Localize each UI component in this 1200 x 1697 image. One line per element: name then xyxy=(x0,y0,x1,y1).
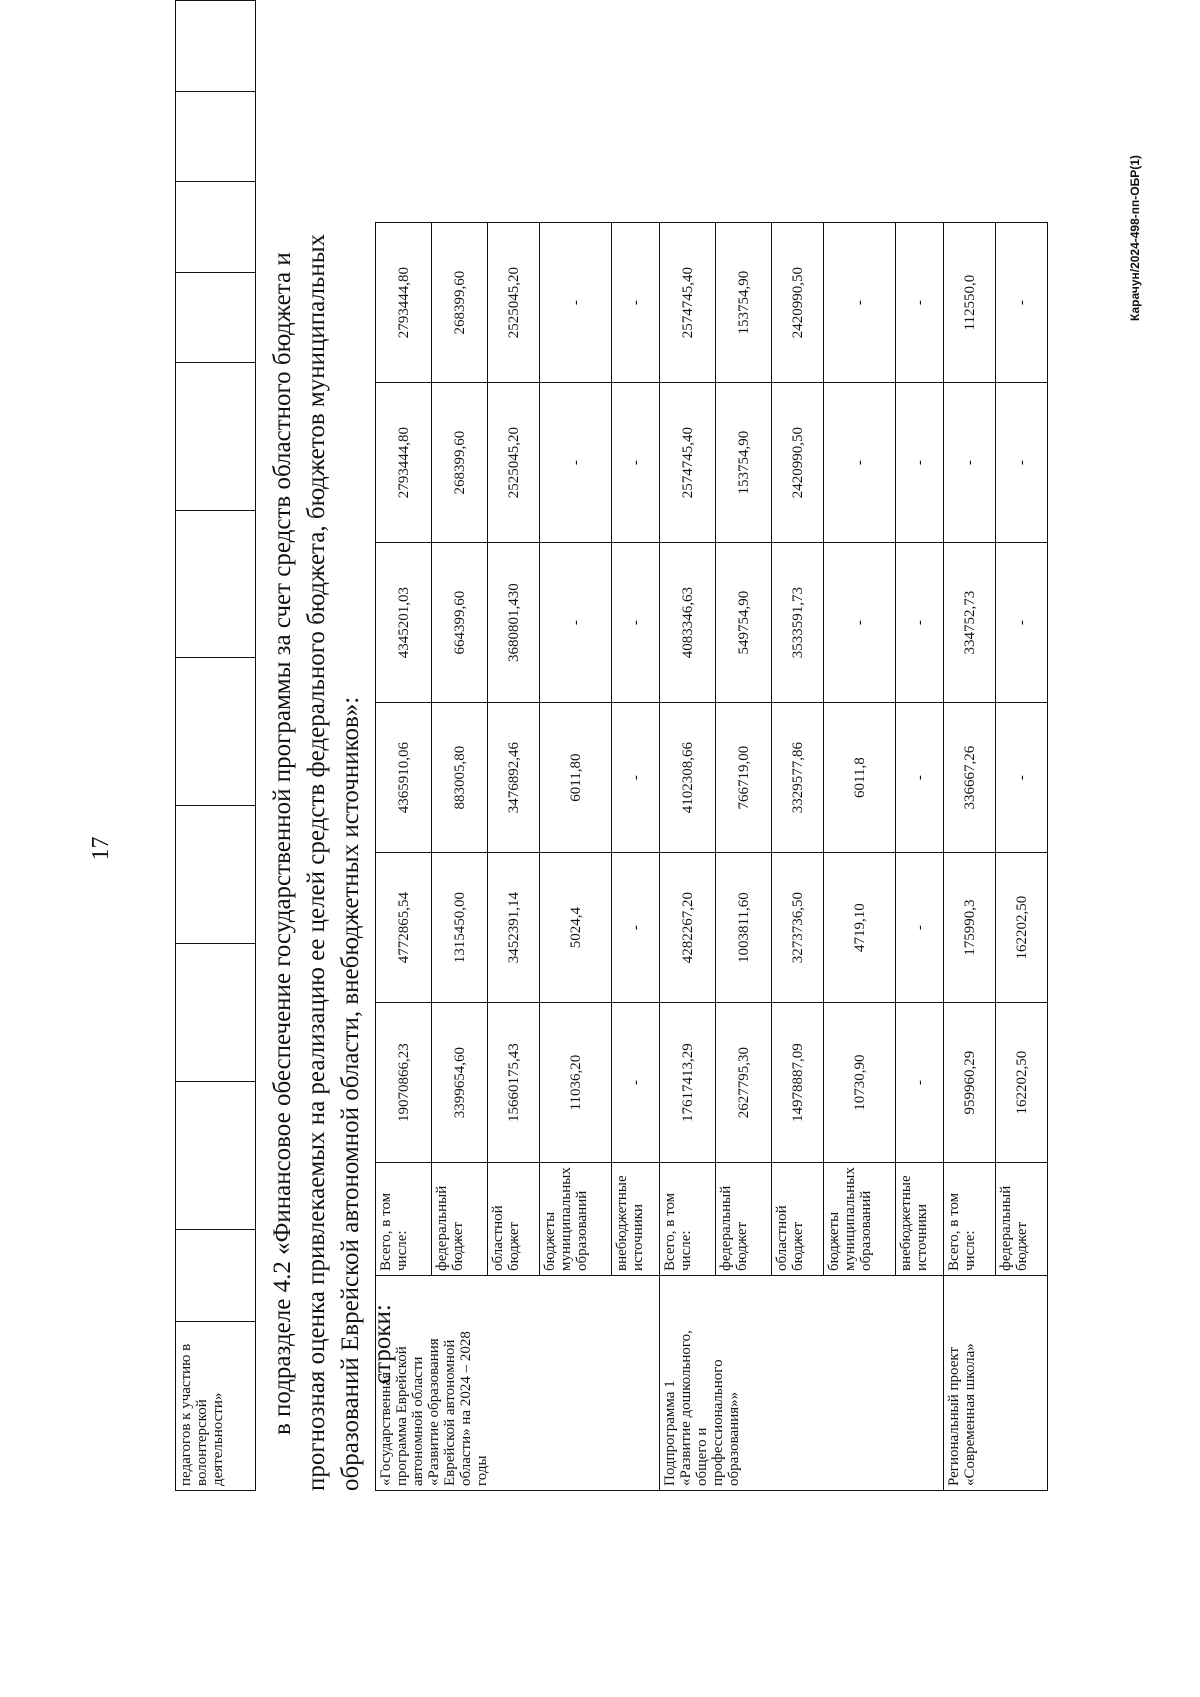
amount-cell: - xyxy=(896,543,944,703)
program-name-cell xyxy=(376,1276,660,1491)
empty-cell xyxy=(176,1,256,92)
funding-source-line: бюджет xyxy=(1014,1221,1030,1271)
funding-source-line: источники xyxy=(914,1203,930,1271)
funding-source-cell xyxy=(824,1163,896,1276)
top-table-fragment xyxy=(175,0,256,1491)
amount-cell: - xyxy=(824,543,896,703)
amount-cell: 766719,00 xyxy=(716,703,772,853)
amount-cell: - xyxy=(824,223,896,383)
amount-cell: 4772865,54 xyxy=(376,853,432,1003)
amount-cell: - xyxy=(612,223,660,383)
amount-cell: 175990,3 xyxy=(944,853,996,1003)
amount-cell: - xyxy=(996,703,1048,853)
amount-cell: 959960,29 xyxy=(944,1003,996,1163)
funding-source-line: бюджет xyxy=(734,1221,750,1271)
amount-cell: 4282267,20 xyxy=(660,853,716,1003)
funding-source-line: муниципальных xyxy=(558,1167,574,1271)
amount-cell: - xyxy=(612,543,660,703)
amount-cell: 2525045,20 xyxy=(488,223,540,383)
amount-cell: 19070866,23 xyxy=(376,1003,432,1163)
amount-cell: 3533591,73 xyxy=(772,543,824,703)
funding-source-line: федеральный xyxy=(434,1185,450,1271)
amount-cell: 336667,26 xyxy=(944,703,996,853)
funding-source-cell xyxy=(896,1163,944,1276)
amount-cell: 2793444,80 xyxy=(376,383,432,543)
amount-cell: 3680801,430 xyxy=(488,543,540,703)
table-row xyxy=(660,223,716,1491)
amount-cell: 2420990,50 xyxy=(772,383,824,543)
funding-source-line: бюджеты xyxy=(542,1211,558,1271)
amount-cell: 2420990,50 xyxy=(772,223,824,383)
funding-source-line: Всего, в том xyxy=(378,1192,394,1271)
program-name-line: «Государственная xyxy=(378,1371,394,1486)
amount-cell: 153754,90 xyxy=(716,223,772,383)
amount-cell: 15660175,43 xyxy=(488,1003,540,1163)
funding-source-cell xyxy=(996,1163,1048,1276)
top-row-line: деятельности» xyxy=(210,1392,226,1486)
amount-cell: - xyxy=(896,1003,944,1163)
funding-source-line: федеральный xyxy=(718,1185,734,1271)
document-code: Карачун/2024-498-пп-ОБР(1) xyxy=(1128,155,1142,321)
funding-source-cell xyxy=(772,1163,824,1276)
program-name-cell xyxy=(944,1276,1048,1491)
amount-cell: 2793444,80 xyxy=(376,223,432,383)
amount-cell: 3476892,46 xyxy=(488,703,540,853)
amount-cell: 17617413,29 xyxy=(660,1003,716,1163)
amount-cell: 162202,50 xyxy=(996,1003,1048,1163)
empty-cell xyxy=(176,1229,256,1321)
paragraph-line-2: прогнозная оценка привлекаемых на реализацию ее целей средств федерального бюджета, бюджетов муниципальных xyxy=(303,233,330,1491)
program-name-line: области» на 2024 – 2028 xyxy=(458,1331,474,1486)
program-name-line: образования»» xyxy=(726,1391,742,1486)
funding-source-line: Всего, в том xyxy=(662,1192,678,1271)
amount-cell: - xyxy=(612,383,660,543)
financing-table xyxy=(375,222,1048,1491)
amount-cell: 4102308,66 xyxy=(660,703,716,853)
empty-cell xyxy=(176,658,256,805)
funding-source-line: внебюджетные xyxy=(898,1175,914,1271)
amount-cell: 664399,60 xyxy=(432,543,488,703)
amount-cell: - xyxy=(540,383,612,543)
program-name-line: общего и xyxy=(694,1427,710,1486)
paragraph-line-1: в подразделе 4.2 «Финансовое обеспечение государственной программы за счет средств областного бюджета и xyxy=(269,252,296,1435)
amount-cell: 6011,80 xyxy=(540,703,612,853)
empty-cell xyxy=(176,272,256,363)
funding-source-cell xyxy=(376,1163,432,1276)
funding-source-line: числе: xyxy=(962,1230,978,1271)
amount-cell: - xyxy=(540,223,612,383)
funding-source-line: федеральный xyxy=(998,1185,1014,1271)
amount-cell: 334752,73 xyxy=(944,543,996,703)
paragraph-line-3: образований Еврейской автономной области, внебюджетных источников»: xyxy=(337,696,364,1491)
funding-source-line: внебюджетные xyxy=(614,1175,630,1271)
amount-cell: 4083346,63 xyxy=(660,543,716,703)
amount-cell: 6011,8 xyxy=(824,703,896,853)
funding-source-line: источники xyxy=(630,1203,646,1271)
empty-cell xyxy=(176,91,256,182)
program-name-line: годы xyxy=(474,1455,490,1486)
amount-cell: - xyxy=(996,223,1048,383)
amount-cell: 11036,20 xyxy=(540,1003,612,1163)
program-name-line: Еврейской автономной xyxy=(442,1339,458,1486)
funding-source-line: Всего, в том xyxy=(946,1192,962,1271)
empty-cell xyxy=(176,510,256,657)
amount-cell: - xyxy=(612,1003,660,1163)
amount-cell: 883005,80 xyxy=(432,703,488,853)
amount-cell: 3452391,14 xyxy=(488,853,540,1003)
program-name-line: «Современная школа» xyxy=(962,1343,978,1486)
program-name-line: Региональный проект xyxy=(946,1346,962,1486)
empty-cell xyxy=(176,1082,256,1229)
amount-cell: 1315450,00 xyxy=(432,853,488,1003)
funding-source-cell xyxy=(944,1163,996,1276)
funding-source-line: муниципальных xyxy=(842,1167,858,1271)
amount-cell: 4365910,06 xyxy=(376,703,432,853)
amount-cell: - xyxy=(612,853,660,1003)
funding-source-cell xyxy=(540,1163,612,1276)
funding-source-line: бюджет xyxy=(790,1221,806,1271)
page-number: 17 xyxy=(88,836,114,861)
funding-source-line: бюджеты xyxy=(826,1211,842,1271)
empty-cell xyxy=(176,943,256,1081)
program-name-line: программа Еврейской xyxy=(394,1346,410,1486)
program-name-line: профессионального xyxy=(710,1359,726,1486)
amount-cell: 2627795,30 xyxy=(716,1003,772,1163)
program-name-cell xyxy=(660,1276,944,1491)
amount-cell: 2574745,40 xyxy=(660,223,716,383)
funding-source-cell xyxy=(488,1163,540,1276)
amount-cell: 3399654,60 xyxy=(432,1003,488,1163)
amount-cell: 2525045,20 xyxy=(488,383,540,543)
funding-source-line: областной xyxy=(490,1205,506,1271)
amount-cell: 4345201,03 xyxy=(376,543,432,703)
amount-cell: 10730,90 xyxy=(824,1003,896,1163)
empty-cell xyxy=(176,805,256,943)
amount-cell: - xyxy=(996,383,1048,543)
amount-cell: - xyxy=(896,223,944,383)
amount-cell: - xyxy=(996,543,1048,703)
funding-source-line: образований xyxy=(858,1190,874,1271)
amount-cell: 4719,10 xyxy=(824,853,896,1003)
empty-cell xyxy=(176,363,256,510)
funding-source-line: бюджет xyxy=(450,1221,466,1271)
program-name-line: «Развитие дошкольного, xyxy=(678,1330,694,1486)
amount-cell: 14978887,09 xyxy=(772,1003,824,1163)
program-name-line: Подпрограмма 1 xyxy=(662,1380,678,1486)
funding-source-cell xyxy=(432,1163,488,1276)
amount-cell: - xyxy=(944,383,996,543)
amount-cell: - xyxy=(896,703,944,853)
amount-cell: 3273736,50 xyxy=(772,853,824,1003)
funding-source-line: числе: xyxy=(678,1230,694,1271)
program-name-line: автономной области xyxy=(410,1356,426,1486)
table-row xyxy=(944,223,996,1491)
amount-cell: 112550,0 xyxy=(944,223,996,383)
top-row-line: волонтерской xyxy=(194,1399,210,1486)
amount-cell: - xyxy=(824,383,896,543)
funding-source-line: образований xyxy=(574,1190,590,1271)
amount-cell: - xyxy=(896,853,944,1003)
paragraph-line-4: строки: xyxy=(369,1304,396,1384)
amount-cell: 268399,60 xyxy=(432,223,488,383)
amount-cell: 268399,60 xyxy=(432,383,488,543)
amount-cell: 2574745,40 xyxy=(660,383,716,543)
program-name-line: «Развитие образования xyxy=(426,1338,442,1486)
top-row-line: педагогов к участию в xyxy=(178,1343,194,1486)
amount-cell: 549754,90 xyxy=(716,543,772,703)
amount-cell: 5024,4 xyxy=(540,853,612,1003)
top-row-label xyxy=(176,1322,256,1491)
amount-cell: 153754,90 xyxy=(716,383,772,543)
empty-cell xyxy=(176,182,256,273)
funding-source-cell xyxy=(660,1163,716,1276)
amount-cell: 162202,50 xyxy=(996,853,1048,1003)
amount-cell: - xyxy=(896,383,944,543)
funding-source-line: бюджет xyxy=(506,1221,522,1271)
funding-source-cell xyxy=(612,1163,660,1276)
funding-source-cell xyxy=(716,1163,772,1276)
amount-cell: - xyxy=(612,703,660,853)
amount-cell: 3329577,86 xyxy=(772,703,824,853)
funding-source-line: числе: xyxy=(394,1230,410,1271)
table-row xyxy=(376,223,432,1491)
funding-source-line: областной xyxy=(774,1205,790,1271)
amount-cell: 1003811,60 xyxy=(716,853,772,1003)
amount-cell: - xyxy=(540,543,612,703)
